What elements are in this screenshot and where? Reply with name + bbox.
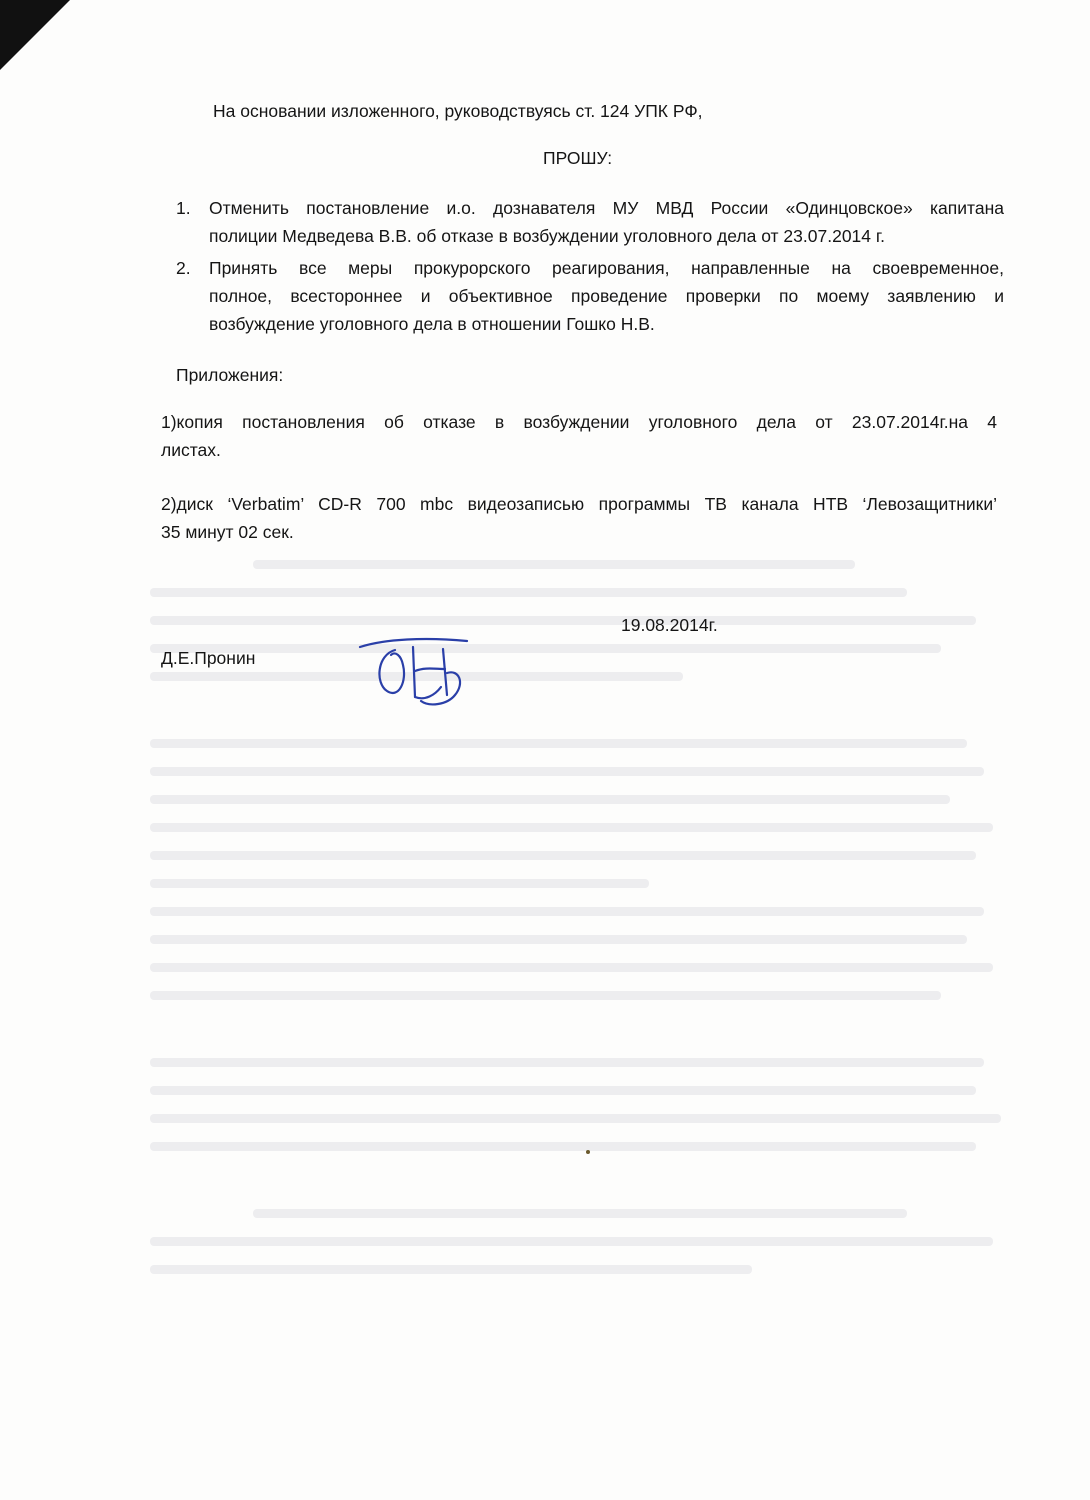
scan-corner-shadow xyxy=(0,0,70,70)
attachment-line: 1)копия постановления об отказе в возбуждении уголовного дела от 23.07.2014г.на 4 xyxy=(161,412,997,432)
scan-speck xyxy=(586,1150,590,1154)
document-date: 19.08.2014г. xyxy=(621,615,718,635)
request-heading: ПРОШУ: xyxy=(543,148,613,168)
attachment-item-1 xyxy=(161,408,997,464)
request-item-line: полное, всестороннее и объективное проведение проверки по моему заявлению и xyxy=(209,286,1004,306)
request-item-line: полиции Медведева В.В. об отказе в возбуждении уголовного дела от 23.07.2014 г. xyxy=(209,226,885,246)
attachment-line: 35 минут 02 сек. xyxy=(161,522,294,542)
request-item-number: 1. xyxy=(176,198,191,218)
attachment-line: листах. xyxy=(161,440,221,460)
bleed-through-text xyxy=(150,560,1010,1380)
attachments-heading: Приложения: xyxy=(176,365,284,385)
request-item-line: Отменить постановление и.о. дознавателя МУ МВД России «Одинцовское» капитана xyxy=(209,198,1004,218)
request-item-1 xyxy=(176,194,1004,250)
request-item-2 xyxy=(176,254,1004,338)
request-item-line: Принять все меры прокурорского реагирования, направленные на своевременное, xyxy=(209,258,1004,278)
signature-strokes xyxy=(360,639,467,704)
attachment-line: 2)диск ‘Verbatim’ CD-R 700 mbc видеозаписью программы ТВ канала НТВ ‘Левозащитники’ xyxy=(161,494,997,514)
signer-name: Д.Е.Пронин xyxy=(161,648,256,668)
handwritten-signature xyxy=(355,625,475,715)
request-item-number: 2. xyxy=(176,258,191,278)
attachment-item-2 xyxy=(161,490,997,546)
request-item-line: возбуждение уголовного дела в отношении Гошко Н.В. xyxy=(209,314,655,334)
intro-text: На основании изложенного, руководствуясь ст. 124 УПК РФ, xyxy=(213,101,703,121)
